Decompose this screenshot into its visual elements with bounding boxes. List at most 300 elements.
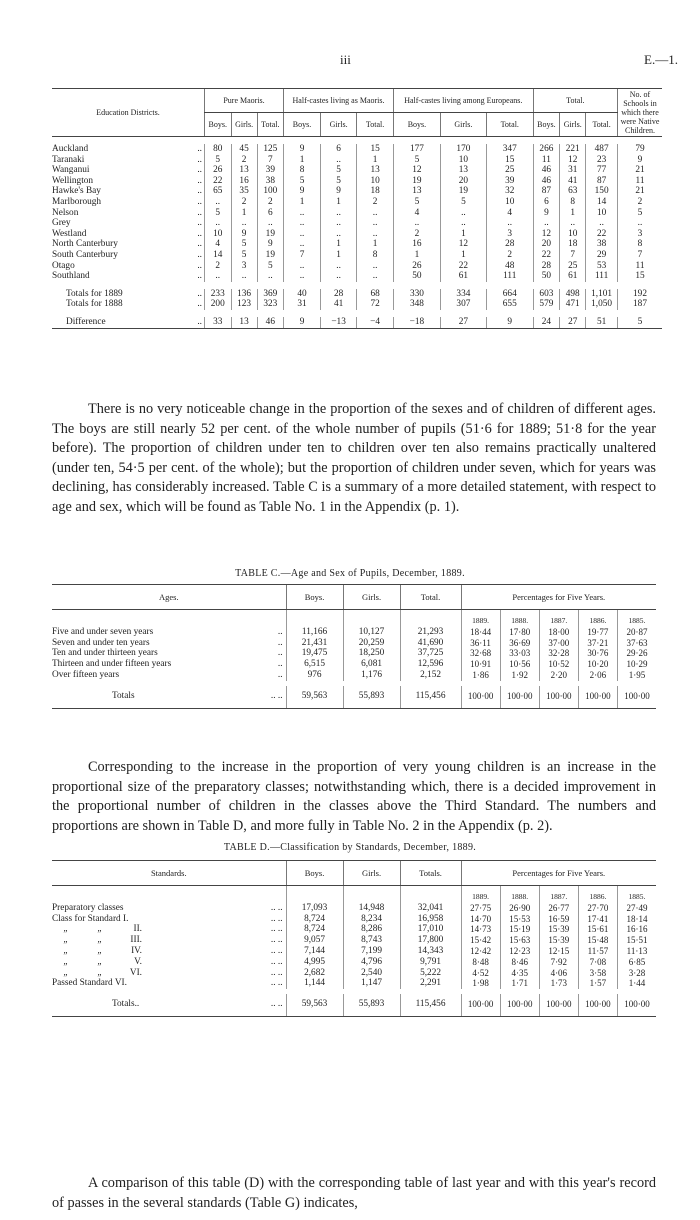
value-cell: .. bbox=[357, 261, 394, 272]
value-cell: 2,291 bbox=[400, 978, 461, 989]
value-cell: 9 bbox=[618, 155, 663, 166]
value-cell: 4 bbox=[204, 239, 231, 250]
leader-dots: .. .. bbox=[270, 935, 283, 946]
value-cell: 1 bbox=[231, 208, 257, 219]
age-row bbox=[52, 638, 656, 649]
value-cell: −18 bbox=[393, 317, 440, 328]
value-cell: .. bbox=[533, 218, 560, 229]
leader-dots: .. .. bbox=[270, 902, 283, 913]
ages-header: Ages. bbox=[52, 585, 286, 610]
value-cell: 1 bbox=[440, 250, 486, 261]
value-cell: 39 bbox=[486, 176, 533, 187]
half-castes-maoris-header: Half-castes living as Maoris. bbox=[284, 89, 394, 113]
total-header: Total. bbox=[400, 585, 461, 610]
value-cell: .. bbox=[320, 271, 356, 282]
value-cell: 7·92 bbox=[539, 957, 578, 968]
value-cell: 32·28 bbox=[539, 648, 578, 659]
paragraph-sexes-ages: There is no very noticeable change in the proportion of the sexes and of children of different ages. The boys are still nearly 52 per cent. of the whole number of pupils (51·6 for 1889; 51·8 for the year before). The proportion of children under ten to children over ten also remains practically unaltered (under ten, 54·5 per cent. of the whole); but the proportion of children under seven, which for years was declining, has considerably increased. Table C is a summary of a more detailed statement, with respect to age and sex, which will be found as Table No. 1 in the Appendix (p. 1). bbox=[52, 401, 656, 515]
value-cell: 8,286 bbox=[343, 924, 400, 935]
district-row bbox=[52, 229, 662, 240]
leader-dots: .. .. bbox=[256, 686, 286, 708]
standard-row bbox=[52, 935, 656, 946]
spacer-row bbox=[52, 328, 662, 333]
leader-dots: .. .. bbox=[270, 967, 283, 978]
district-row bbox=[52, 165, 662, 176]
row-label: Over fifteen years bbox=[52, 669, 120, 680]
value-cell: 10 bbox=[204, 229, 231, 240]
value-cell: 55,893 bbox=[343, 994, 400, 1016]
value-cell: .. bbox=[320, 218, 356, 229]
page-header bbox=[0, 52, 700, 70]
district-name: Southland bbox=[52, 271, 90, 282]
district-name: Auckland bbox=[52, 144, 89, 154]
totals-row bbox=[52, 289, 662, 300]
value-cell: .. bbox=[357, 271, 394, 282]
district-row bbox=[52, 186, 662, 197]
value-cell: 27·75 bbox=[461, 903, 500, 914]
blank-cell bbox=[400, 610, 461, 627]
value-cell: 1·95 bbox=[617, 670, 656, 681]
ditto-mark: „ bbox=[97, 956, 103, 967]
value-cell: .. bbox=[284, 218, 321, 229]
value-cell: 9 bbox=[486, 317, 533, 328]
value-cell: 233 bbox=[204, 289, 231, 300]
district-row bbox=[52, 197, 662, 208]
value-cell: 55,893 bbox=[343, 686, 400, 708]
value-cell: 26·90 bbox=[500, 903, 539, 914]
value-cell: 369 bbox=[257, 289, 283, 300]
district-row bbox=[52, 176, 662, 187]
value-cell: 10 bbox=[440, 155, 486, 166]
leader-dots: .. bbox=[197, 186, 202, 197]
year-label: 1885. bbox=[617, 610, 656, 627]
value-cell: 12·15 bbox=[539, 946, 578, 957]
value-cell: 5 bbox=[284, 176, 321, 187]
value-cell: 100·00 bbox=[578, 994, 617, 1016]
spacer-cell bbox=[52, 282, 662, 289]
value-cell: 46 bbox=[257, 317, 283, 328]
value-cell: .. bbox=[440, 218, 486, 229]
leader-dots: .. bbox=[197, 196, 202, 207]
standard-row bbox=[52, 946, 656, 957]
value-cell: 2 bbox=[257, 197, 283, 208]
age-row bbox=[52, 627, 656, 638]
value-cell: .. bbox=[284, 229, 321, 240]
value-cell: 33 bbox=[204, 317, 231, 328]
leader-dots: .. bbox=[277, 637, 283, 648]
value-cell: .. bbox=[284, 239, 321, 250]
value-cell: 8 bbox=[357, 250, 394, 261]
standard-row bbox=[52, 924, 656, 935]
row-label: Preparatory classes bbox=[52, 902, 124, 913]
value-cell: .. bbox=[320, 208, 356, 219]
district-row bbox=[52, 218, 662, 229]
value-cell: 8·46 bbox=[500, 957, 539, 968]
totals-row bbox=[52, 299, 662, 310]
value-cell: .. bbox=[284, 261, 321, 272]
value-cell: 10 bbox=[560, 229, 586, 240]
value-cell: 17,800 bbox=[400, 935, 461, 946]
year-label: 1885. bbox=[617, 886, 656, 903]
value-cell: 20 bbox=[533, 239, 560, 250]
value-cell: 2 bbox=[618, 197, 663, 208]
leader-dots: .. bbox=[277, 659, 283, 670]
leader-dots: .. bbox=[197, 288, 202, 299]
value-cell: 3 bbox=[486, 229, 533, 240]
page-number: iii bbox=[340, 52, 351, 67]
standard-row bbox=[52, 903, 656, 914]
value-cell: 39 bbox=[257, 165, 283, 176]
value-cell: 10 bbox=[486, 197, 533, 208]
district-name: South Canterbury bbox=[52, 249, 118, 260]
half-castes-europeans-header: Half-castes living among Europeans. bbox=[393, 89, 533, 113]
value-cell: 5 bbox=[618, 208, 663, 219]
value-cell: .. bbox=[204, 218, 231, 229]
value-cell: 8·48 bbox=[461, 957, 500, 968]
section-code: E.—1. bbox=[644, 52, 678, 67]
year-row bbox=[52, 610, 656, 627]
value-cell: 330 bbox=[393, 289, 440, 300]
value-cell: 1 bbox=[440, 229, 486, 240]
tot-subheader: Total. bbox=[586, 113, 618, 137]
value-cell: 25 bbox=[560, 261, 586, 272]
value-cell: 6·85 bbox=[617, 957, 656, 968]
value-cell: 77 bbox=[586, 165, 618, 176]
spacer-cell bbox=[52, 328, 662, 333]
value-cell: 1 bbox=[357, 239, 394, 250]
ditto-mark: „ bbox=[63, 924, 69, 935]
value-cell: 2 bbox=[357, 197, 394, 208]
value-cell: 24 bbox=[533, 317, 560, 328]
year-label: 1887. bbox=[539, 886, 578, 903]
value-cell: 11,166 bbox=[286, 627, 343, 638]
girls-subheader: Girls. bbox=[560, 113, 586, 137]
value-cell: 15·39 bbox=[539, 935, 578, 946]
totals-header: Totals. bbox=[400, 861, 461, 886]
value-cell: 19,475 bbox=[286, 648, 343, 659]
percentages-header: Percentages for Five Years. bbox=[461, 861, 656, 886]
value-cell: 7,199 bbox=[343, 946, 400, 957]
value-cell: 1 bbox=[284, 155, 321, 166]
value-cell: 14 bbox=[204, 250, 231, 261]
value-cell: 7·08 bbox=[578, 957, 617, 968]
row-label bbox=[52, 968, 248, 979]
value-cell: 21,293 bbox=[400, 627, 461, 638]
spacer-row bbox=[52, 137, 662, 145]
boys-header: Boys. bbox=[286, 585, 343, 610]
standard-numeral: VI. bbox=[129, 967, 142, 978]
value-cell: 100·00 bbox=[500, 994, 539, 1016]
value-cell: 5 bbox=[320, 176, 356, 187]
value-cell: 18 bbox=[560, 239, 586, 250]
value-cell: 579 bbox=[533, 299, 560, 310]
value-cell: 27 bbox=[560, 317, 586, 328]
leader-dots: .. bbox=[197, 228, 202, 239]
value-cell: .. bbox=[618, 218, 663, 229]
row-label: Thirteen and under fifteen years bbox=[52, 659, 172, 670]
row-label: Ten and under thirteen years bbox=[52, 648, 158, 659]
value-cell: 21 bbox=[618, 186, 663, 197]
row-label: Five and under seven years bbox=[52, 626, 154, 637]
value-cell: 2,540 bbox=[343, 968, 400, 979]
value-cell: 14 bbox=[586, 197, 618, 208]
value-cell: 100·00 bbox=[539, 994, 578, 1016]
value-cell: 18·00 bbox=[539, 627, 578, 638]
boys-subheader: Boys. bbox=[284, 113, 321, 137]
value-cell: 9 bbox=[284, 186, 321, 197]
value-cell: 9 bbox=[257, 239, 283, 250]
value-cell: 603 bbox=[533, 289, 560, 300]
district-row bbox=[52, 271, 662, 282]
paragraph-preparatory: Corresponding to the increase in the proportion of very young children is an increase in the proportional size of the preparatory classes; notwithstanding which, there is a decided improvement in the proportional number of children in the classes above the Third Standard. The numbers and proportions are shown in Table D, and more fully in Table No. 2 in the Appendix (p. 2). bbox=[52, 759, 656, 834]
value-cell: 347 bbox=[486, 144, 533, 155]
district-name: Nelson bbox=[52, 207, 79, 218]
value-cell: 2·20 bbox=[539, 670, 578, 681]
totals-row bbox=[52, 994, 656, 1016]
year-label: 1886. bbox=[578, 610, 617, 627]
value-cell: 1 bbox=[320, 239, 356, 250]
value-cell: 4·06 bbox=[539, 968, 578, 979]
value-cell: 37·00 bbox=[539, 638, 578, 649]
value-cell: 100·00 bbox=[539, 686, 578, 708]
totals-label: Totals for 1888 bbox=[66, 299, 123, 310]
table-c-caption: TABLE C.—Age and Sex of Pupils, December, 1889. bbox=[235, 568, 465, 579]
ditto-mark: „ bbox=[97, 967, 103, 978]
value-cell: 5 bbox=[440, 197, 486, 208]
value-cell: 37·21 bbox=[578, 638, 617, 649]
row-label bbox=[52, 957, 248, 968]
value-cell: 15·53 bbox=[500, 914, 539, 925]
value-cell: 664 bbox=[486, 289, 533, 300]
value-cell: 19 bbox=[440, 186, 486, 197]
year-label: 1889. bbox=[461, 610, 500, 627]
leader-dots: .. bbox=[197, 271, 202, 282]
value-cell: 1·92 bbox=[500, 670, 539, 681]
value-cell: 2·06 bbox=[578, 670, 617, 681]
value-cell: 2 bbox=[204, 261, 231, 272]
ditto-mark: „ bbox=[63, 956, 69, 967]
value-cell: 12 bbox=[440, 239, 486, 250]
blank-cell bbox=[343, 610, 400, 627]
year-label: 1887. bbox=[539, 610, 578, 627]
spacer-row bbox=[52, 282, 662, 289]
standard-numeral: II. bbox=[133, 924, 142, 935]
value-cell: 177 bbox=[393, 144, 440, 155]
leader-dots: .. .. bbox=[270, 945, 283, 956]
value-cell: 19 bbox=[257, 250, 283, 261]
value-cell: 8,724 bbox=[286, 914, 343, 925]
value-cell: 9,057 bbox=[286, 935, 343, 946]
value-cell: 5 bbox=[320, 165, 356, 176]
value-cell: 2 bbox=[393, 229, 440, 240]
leader-dots: .. bbox=[197, 175, 202, 186]
boys-subheader: Boys. bbox=[533, 113, 560, 137]
year-row bbox=[52, 886, 656, 903]
district-name: Westland bbox=[52, 228, 87, 239]
value-cell: 15·61 bbox=[578, 924, 617, 935]
value-cell: 26 bbox=[393, 261, 440, 272]
age-row bbox=[52, 648, 656, 659]
district-row bbox=[52, 250, 662, 261]
value-cell: 4,995 bbox=[286, 957, 343, 968]
standard-numeral: IV. bbox=[131, 945, 142, 956]
value-cell: 26 bbox=[204, 165, 231, 176]
totals-label: Totals.. bbox=[52, 994, 248, 1016]
value-cell: 11·13 bbox=[617, 946, 656, 957]
value-cell: 23 bbox=[586, 155, 618, 166]
value-cell: −4 bbox=[357, 317, 394, 328]
value-cell: 35 bbox=[231, 186, 257, 197]
value-cell: 8 bbox=[560, 197, 586, 208]
girls-subheader: Girls. bbox=[320, 113, 356, 137]
spacer-row bbox=[52, 310, 662, 317]
value-cell: .. bbox=[320, 229, 356, 240]
value-cell: 111 bbox=[586, 271, 618, 282]
value-cell: 2 bbox=[231, 155, 257, 166]
value-cell: 41 bbox=[320, 299, 356, 310]
value-cell: .. bbox=[586, 218, 618, 229]
value-cell: 19 bbox=[257, 229, 283, 240]
value-cell: 14·70 bbox=[461, 914, 500, 925]
value-cell: 655 bbox=[486, 299, 533, 310]
value-cell: .. bbox=[320, 261, 356, 272]
value-cell: 7 bbox=[284, 250, 321, 261]
value-cell: 5 bbox=[618, 317, 663, 328]
value-cell: 18·14 bbox=[617, 914, 656, 925]
value-cell: 5 bbox=[204, 208, 231, 219]
value-cell: 10 bbox=[586, 208, 618, 219]
district-name: North Canterbury bbox=[52, 239, 118, 250]
value-cell: 1 bbox=[357, 155, 394, 166]
value-cell: 14,343 bbox=[400, 946, 461, 957]
row-label bbox=[52, 924, 248, 935]
value-cell: 46 bbox=[533, 165, 560, 176]
value-cell: 22 bbox=[440, 261, 486, 272]
district-row bbox=[52, 208, 662, 219]
totals-row bbox=[52, 686, 656, 708]
value-cell: 10·20 bbox=[578, 659, 617, 670]
native-children-table bbox=[52, 88, 662, 333]
value-cell: 16·16 bbox=[617, 924, 656, 935]
value-cell: 21 bbox=[618, 165, 663, 176]
value-cell: 20 bbox=[440, 176, 486, 187]
value-cell: 2,152 bbox=[400, 670, 461, 681]
value-cell: 5,222 bbox=[400, 968, 461, 979]
value-cell: −13 bbox=[320, 317, 356, 328]
value-cell: 1,176 bbox=[343, 670, 400, 681]
value-cell: 12,596 bbox=[400, 659, 461, 670]
row-label: Passed Standard VI. bbox=[52, 978, 127, 989]
value-cell: 40 bbox=[284, 289, 321, 300]
value-cell: 3 bbox=[231, 261, 257, 272]
value-cell: 7 bbox=[618, 250, 663, 261]
value-cell: 3 bbox=[618, 229, 663, 240]
value-cell: 136 bbox=[231, 289, 257, 300]
district-name: Wellington bbox=[52, 175, 94, 186]
value-cell: 1·57 bbox=[578, 978, 617, 989]
table-d-caption: TABLE D.—Classification by Standards, December, 1889. bbox=[223, 842, 477, 853]
district-name: Wanganui bbox=[52, 165, 90, 176]
value-cell: .. bbox=[204, 271, 231, 282]
value-cell: 150 bbox=[586, 186, 618, 197]
value-cell: 32,041 bbox=[400, 903, 461, 914]
value-cell: 5 bbox=[257, 261, 283, 272]
value-cell: 125 bbox=[257, 144, 283, 155]
value-cell: 170 bbox=[440, 144, 486, 155]
value-cell: 29·26 bbox=[617, 648, 656, 659]
district-name: Hawke's Bay bbox=[52, 186, 101, 197]
value-cell: 11 bbox=[618, 261, 663, 272]
value-cell: 20,259 bbox=[343, 638, 400, 649]
blank-cell bbox=[52, 610, 286, 627]
value-cell: 8,743 bbox=[343, 935, 400, 946]
value-cell: 13 bbox=[231, 317, 257, 328]
value-cell: 16,958 bbox=[400, 914, 461, 925]
value-cell: 5 bbox=[231, 239, 257, 250]
district-row bbox=[52, 155, 662, 166]
leader-dots: .. .. bbox=[270, 913, 283, 924]
leader-dots: .. bbox=[277, 669, 283, 680]
value-cell: .. bbox=[257, 271, 283, 282]
leader-dots: .. .. bbox=[270, 924, 283, 935]
value-cell: 30·76 bbox=[578, 648, 617, 659]
value-cell: 79 bbox=[618, 144, 663, 155]
standard-row bbox=[52, 968, 656, 979]
value-cell: 6,515 bbox=[286, 659, 343, 670]
value-cell: 266 bbox=[533, 144, 560, 155]
blank-cell bbox=[286, 610, 343, 627]
leader-dots: .. bbox=[277, 626, 283, 637]
row-label: Seven and under ten years bbox=[52, 637, 150, 648]
value-cell: 6 bbox=[533, 197, 560, 208]
value-cell: 2 bbox=[486, 250, 533, 261]
paragraph-comparison: A comparison of this table (D) with the corresponding table of last year and with this year's record of passes in the several standards (Table G) indicates, bbox=[52, 1175, 656, 1211]
ditto-mark: „ bbox=[97, 935, 103, 946]
leader-dots: .. bbox=[197, 260, 202, 271]
value-cell: 14,948 bbox=[343, 903, 400, 914]
tot-subheader: Total. bbox=[257, 113, 283, 137]
value-cell: 18,250 bbox=[343, 648, 400, 659]
value-cell: 10,127 bbox=[343, 627, 400, 638]
standard-row bbox=[52, 957, 656, 968]
value-cell: 12 bbox=[560, 155, 586, 166]
percentages-header: Percentages for Five Years. bbox=[461, 585, 656, 610]
value-cell: 48 bbox=[486, 261, 533, 272]
value-cell: 1·71 bbox=[500, 978, 539, 989]
district-row bbox=[52, 239, 662, 250]
value-cell: 498 bbox=[560, 289, 586, 300]
value-cell: 17,010 bbox=[400, 924, 461, 935]
year-label: 1888. bbox=[500, 610, 539, 627]
value-cell: 16 bbox=[393, 239, 440, 250]
value-cell: .. bbox=[320, 155, 356, 166]
leader-dots: .. bbox=[197, 144, 202, 154]
value-cell: 4 bbox=[393, 208, 440, 219]
value-cell: 1·86 bbox=[461, 670, 500, 681]
leader-dots: .. bbox=[197, 249, 202, 260]
value-cell: 63 bbox=[560, 186, 586, 197]
value-cell: 15 bbox=[486, 155, 533, 166]
value-cell: 28 bbox=[320, 289, 356, 300]
ditto-mark: „ bbox=[97, 924, 103, 935]
spacer-cell bbox=[52, 137, 662, 145]
value-cell: 17·80 bbox=[500, 627, 539, 638]
totals-label: Totals bbox=[52, 686, 256, 708]
difference-row bbox=[52, 317, 662, 328]
value-cell: 59,563 bbox=[286, 994, 343, 1016]
value-cell: .. bbox=[231, 271, 257, 282]
leader-dots: .. bbox=[197, 218, 202, 229]
